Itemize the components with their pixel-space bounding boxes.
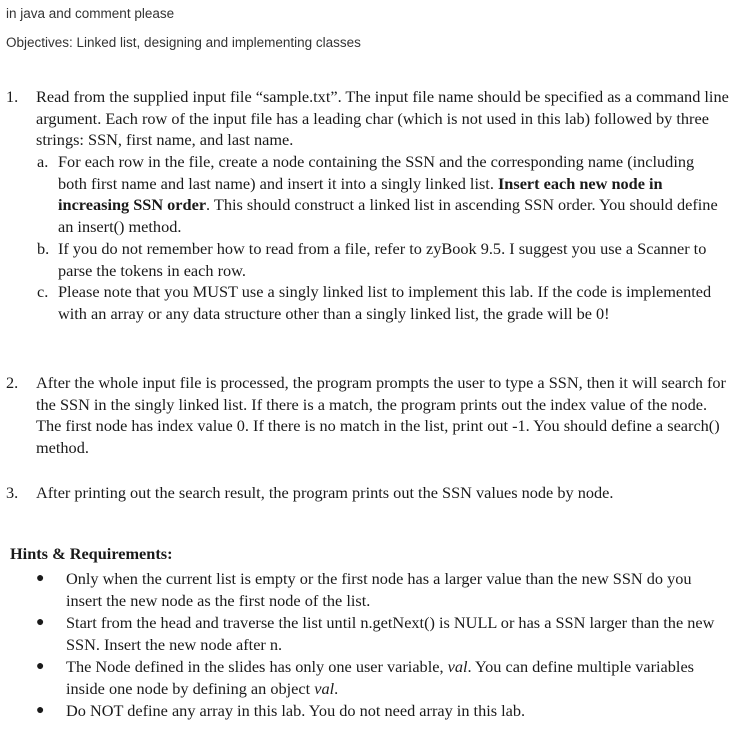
hint-em-val: val [447,657,468,676]
bullet-dot-icon: ● [36,659,45,674]
bullet-dot-icon: ● [36,615,45,630]
item-text: Read from the supplied input file “sample.txt”. The input file name should be specified as a command line argument. Each row of the input file has a leading char (which is not used in this lab) followed by three strings: SSN, first name, and last name. [36,87,729,150]
sub-marker: c. [37,282,49,301]
hint-text-mid: . You can define multiple variables inside one node by defining an object [66,657,695,698]
sub-marker: b. [37,239,50,258]
hint-text-after: . [334,678,339,698]
item-text: After printing out the search result, the program prints out the SSN values node by node. [36,483,614,502]
hint-bullet-3 [0,656,726,699]
list-item-1 [0,86,731,151]
sub-text-after: . This should construct a linked list in ascending SSN order. You should define an insert() method. [58,195,718,236]
hint-bullet-4 [0,700,726,722]
bullet-dot-icon: ● [36,703,45,718]
list-marker: 3. [6,483,19,502]
hint-text: Do NOT define any array in this lab. You do not need array in this lab. [66,701,526,720]
item-text: After the whole input file is processed, the program prompts the user to type a SSN, then it will search for the SSN in the singly linked list. If there is a match, the program prints out the index value of the node. The first node has index value 0. If there is no match in the list, print out -1. You should define a search() method. [36,373,726,457]
sub-item-text: If you do not remember how to read from a file, refer to zyBook 9.5. I suggest you use a Scanner to parse the tokens in each row. [58,239,707,280]
list-item-2 [0,372,731,458]
hint-bullet-1 [0,568,726,611]
hints-heading: Hints & Requirements: [10,544,173,563]
sub-item-b [0,238,718,281]
list-marker: 1. [6,87,19,106]
sub-item-text [58,152,718,236]
hint-text: Only when the current list is empty or the first node has a larger value than the new SSN do you insert the new node as the first node of the list. [66,569,692,610]
sub-marker: a. [37,152,49,171]
sub-item-a [0,151,718,237]
sub-text-before: For each row in the file, create a node containing the SSN and the corresponding name (including both first name and last name) and insert it into a singly linked list. [58,152,695,193]
hint-text-before: The Node defined in the slides has only one user variable, [66,657,448,676]
bullet-dot-icon: ● [36,571,45,586]
list-item-3 [0,482,731,504]
hint-text [66,657,694,698]
objectives-line: Objectives: Linked list, designing and implementing classes [6,35,361,50]
list-marker: 2. [6,373,19,392]
hint-em-val-2: val [314,678,335,698]
sub-text-bold: Insert each new node in increasing SSN order [58,173,663,215]
sub-item-text: Please note that you MUST use a singly linked list to implement this lab. If the code is implemented with an array or any data structure other than a singly linked list, the grade will be 0! [58,282,712,323]
request-line: in java and comment please [6,6,175,21]
sub-item-c [0,281,718,324]
hint-bullet-2 [0,612,726,655]
hint-text: Start from the head and traverse the list until n.getNext() is NULL or has a SSN larger than the new SSN. Insert the new node after n. [66,613,715,654]
